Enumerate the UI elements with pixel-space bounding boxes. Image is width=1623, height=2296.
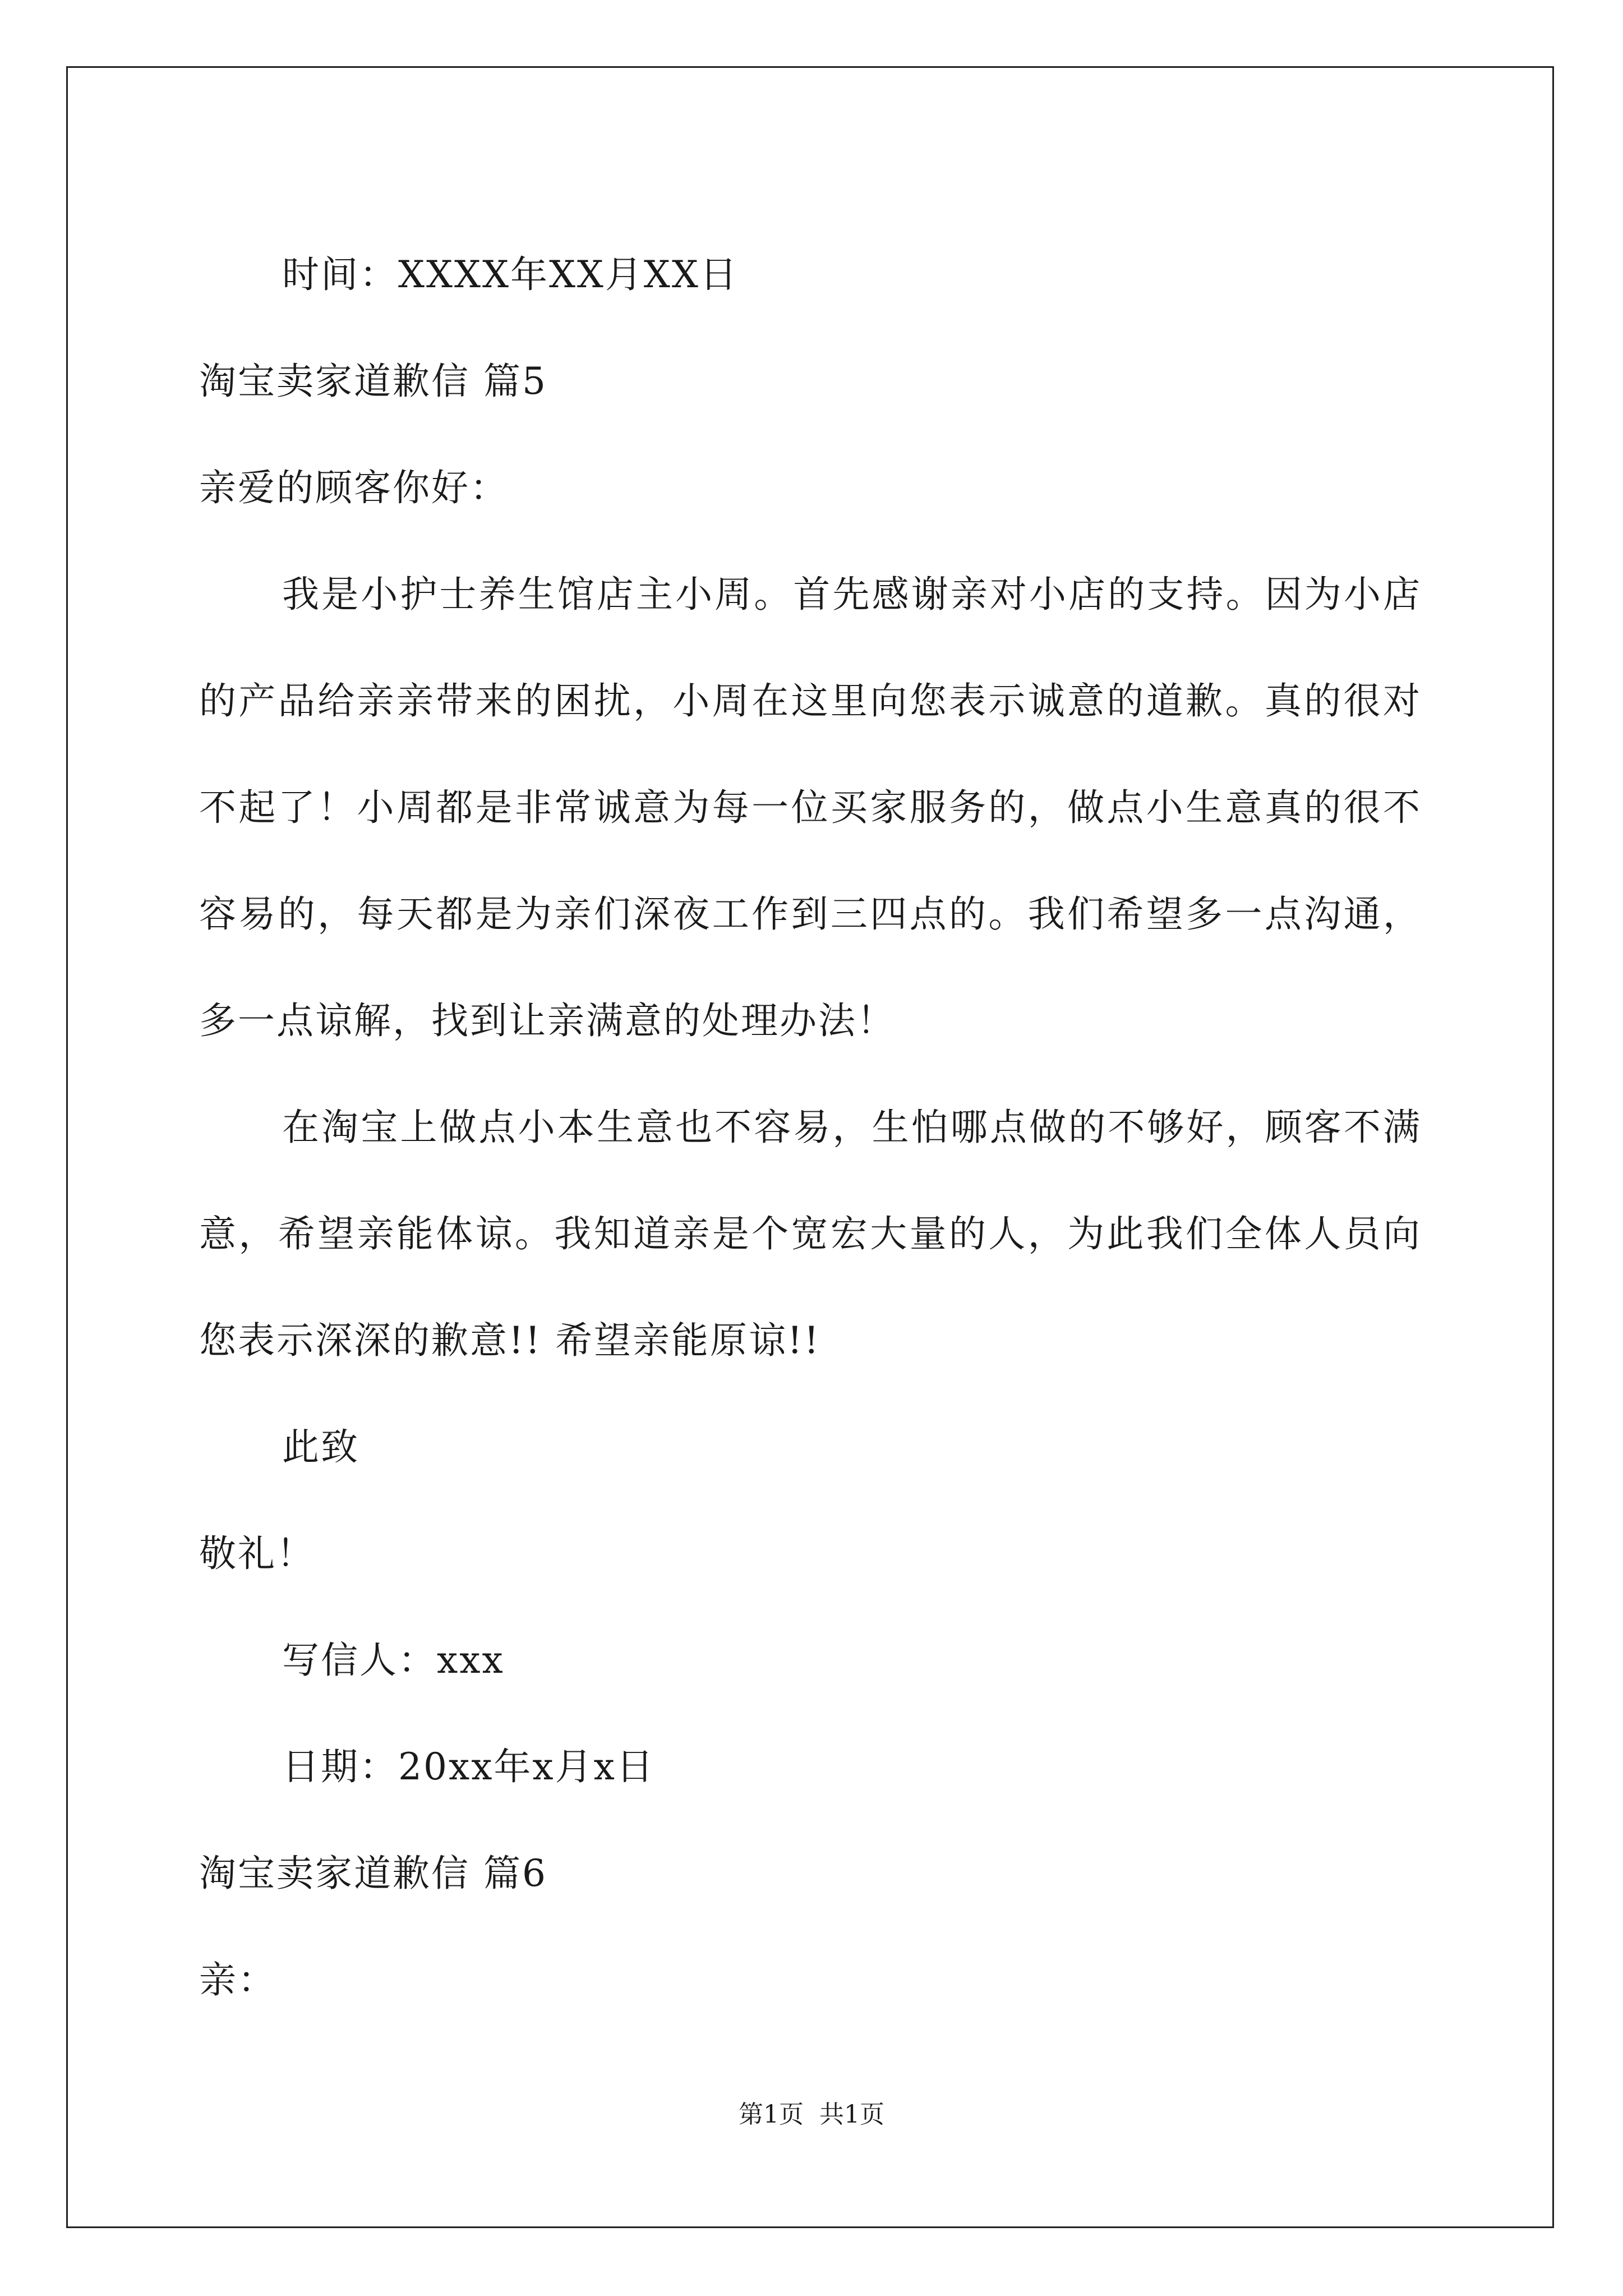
salutation-6: 亲：	[199, 1958, 276, 2001]
date-line: 日期：20xx年x月x日	[282, 1745, 655, 1788]
closing-line-1: 此致	[282, 1425, 359, 1469]
page-footer: 第1页 共1页	[739, 2100, 884, 2129]
document-body	[199, 222, 1422, 2033]
section-heading-5: 淘宝卖家道歉信 篇5	[199, 360, 547, 403]
body-paragraph-1: 我是小护士养生馆店主小周。首先感谢亲对小店的支持。因为小店的产品给亲亲带来的困扰，小周在这里向您表示诚意的道歉。真的很对不起了！小周都是非常诚意为每一位买家服务的，做点小生意真的很不容易的，每天都是为亲们深夜工作到三四点的。我们希望多一点沟通，多一点谅解，找到让亲满意的处理办法！	[199, 573, 1422, 1042]
time-line: 时间：XXXX年XX月XX日	[282, 253, 739, 296]
salutation: 亲爱的顾客你好：	[199, 466, 509, 509]
writer-line: 写信人：xxx	[282, 1639, 505, 1682]
closing-line-2: 敬礼！	[199, 1532, 315, 1575]
body-paragraph-2: 在淘宝上做点小本生意也不容易，生怕哪点做的不够好，顾客不满意，希望亲能体谅。我知道亲是个宽宏大量的人，为此我们全体人员向您表示深深的歉意!! 希望亲能原谅!!	[199, 1106, 1422, 1362]
section-heading-6: 淘宝卖家道歉信 篇6	[199, 1852, 547, 1895]
